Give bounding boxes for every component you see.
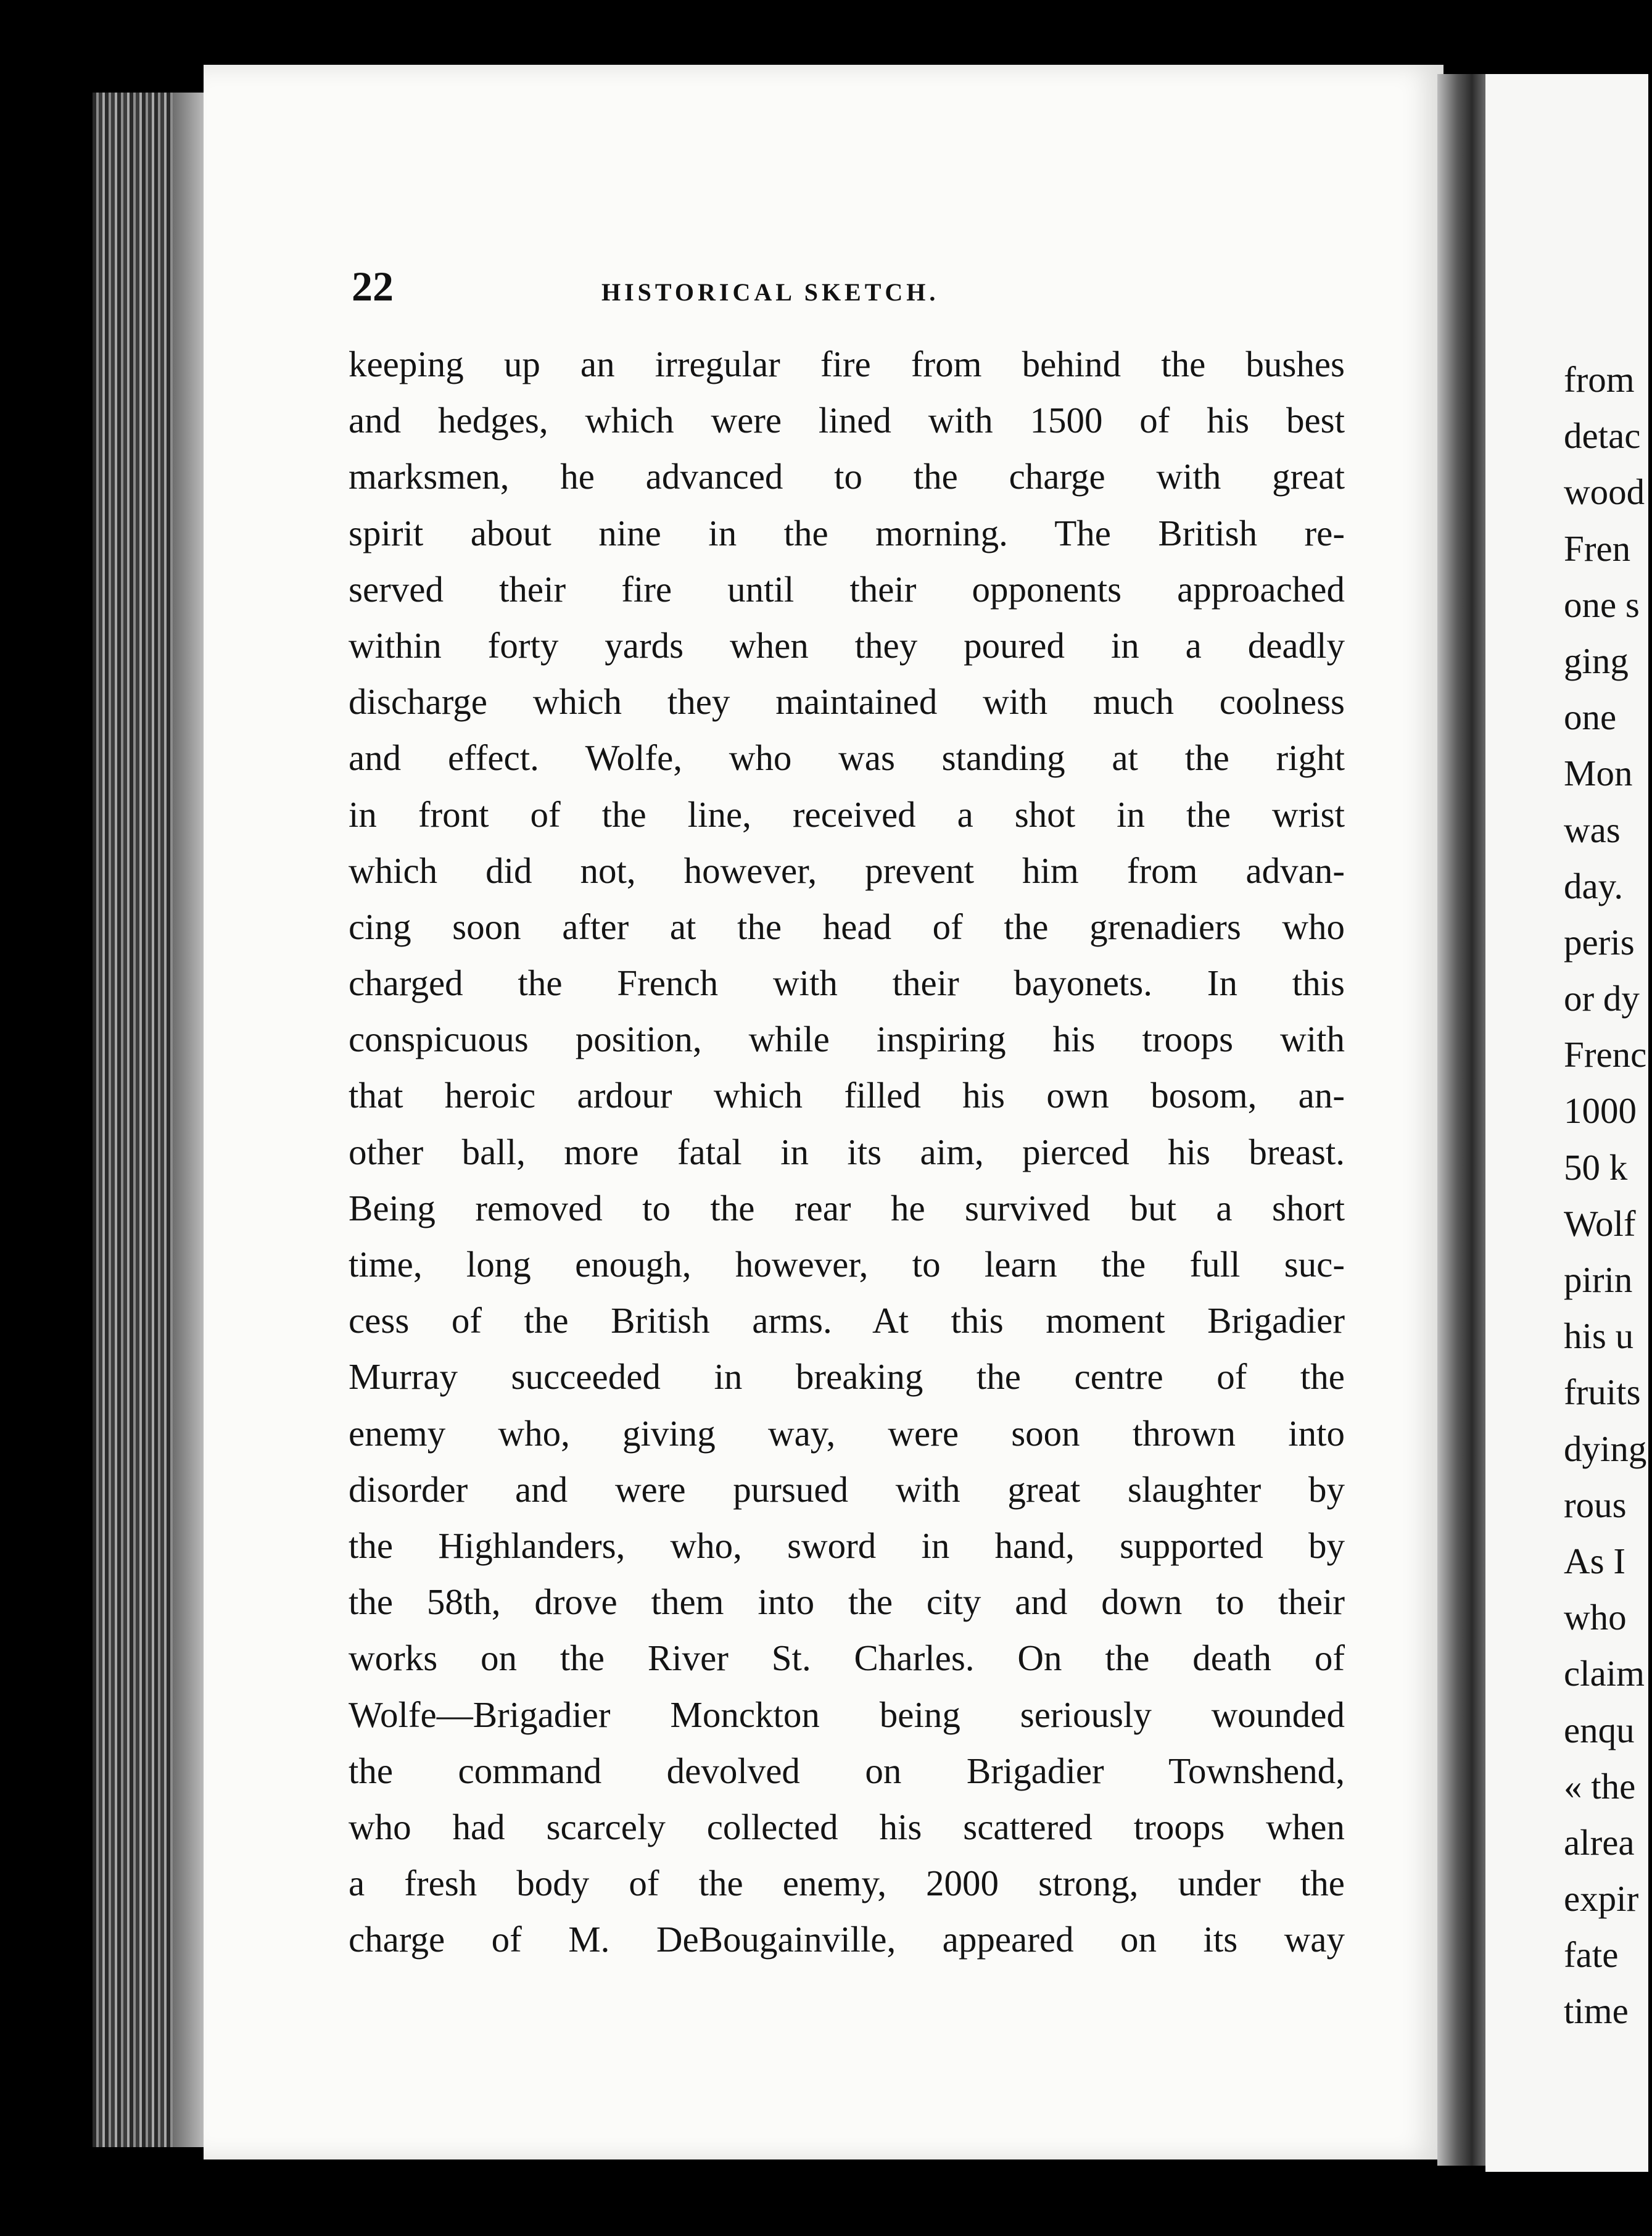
text-line: the command devolved on Brigadier Townshend, bbox=[349, 1750, 1345, 1791]
facing-line: alrea bbox=[1564, 1821, 1635, 1863]
facing-line: day. bbox=[1564, 865, 1624, 906]
facing-line: detac bbox=[1564, 415, 1641, 457]
facing-line: rous bbox=[1564, 1484, 1627, 1525]
text-line: which did not, however, prevent him from advan- bbox=[349, 850, 1345, 891]
facing-line: one s bbox=[1564, 584, 1640, 625]
text-line: charged the French with their bayonets. In this bbox=[349, 963, 1345, 1004]
body-text bbox=[349, 336, 1345, 1968]
text-line: served their fire until their opponents approached bbox=[349, 568, 1345, 610]
running-title: HISTORICAL SKETCH. bbox=[601, 278, 940, 306]
text-line: that heroic ardour which filled his own bosom, an- bbox=[349, 1075, 1345, 1116]
text-line: spirit about nine in the morning. The British re- bbox=[349, 512, 1345, 553]
facing-line: dying bbox=[1564, 1428, 1647, 1469]
facing-line: his u bbox=[1564, 1315, 1634, 1357]
page-stack-edges bbox=[93, 93, 210, 2147]
text-line: keeping up an irregular fire from behind the bushes bbox=[349, 344, 1345, 384]
text-line: within forty yards when they poured in a deadly bbox=[349, 624, 1345, 666]
text-line: Being removed to the rear he survived but a short bbox=[349, 1187, 1345, 1228]
facing-line: 50 k bbox=[1564, 1146, 1628, 1188]
text-line: disorder and were pursued with great slaughter by bbox=[349, 1468, 1345, 1510]
text-line: the Highlanders, who, sword in hand, supported by bbox=[349, 1525, 1345, 1566]
facing-line: fate bbox=[1564, 1934, 1619, 1976]
facing-line: Wolf bbox=[1564, 1203, 1636, 1244]
facing-line: claim bbox=[1564, 1653, 1645, 1694]
text-line: other ball, more fatal in its aim, pierced his breast. bbox=[349, 1131, 1345, 1172]
text-line: conspicuous position, while inspiring his troops with bbox=[349, 1019, 1345, 1060]
facing-line: was bbox=[1564, 809, 1621, 850]
text-line: Murray succeeded in breaking the centre of the bbox=[349, 1356, 1345, 1398]
text-line: a fresh body of the enemy, 2000 strong, under the bbox=[349, 1863, 1345, 1904]
facing-line: As I bbox=[1564, 1540, 1625, 1581]
page-number: 22 bbox=[352, 263, 394, 310]
text-line: cess of the British arms. At this moment Brigadier bbox=[349, 1300, 1345, 1341]
text-line: Wolfe—Brigadier Monckton being seriously wounded bbox=[349, 1694, 1345, 1735]
running-head bbox=[352, 262, 1080, 318]
facing-line: time bbox=[1564, 1990, 1629, 2032]
text-line: enemy who, giving way, were soon thrown into bbox=[349, 1412, 1345, 1454]
text-line: marksmen, he advanced to the charge with great bbox=[349, 456, 1345, 497]
text-line: in front of the line, received a shot in the wrist bbox=[349, 793, 1345, 835]
facing-line: wood bbox=[1564, 471, 1645, 513]
facing-line: from bbox=[1564, 359, 1635, 400]
facing-line: one bbox=[1564, 697, 1617, 738]
text-line: and hedges, which were lined with 1500 of his best bbox=[349, 400, 1345, 441]
facing-line: 1000 bbox=[1564, 1090, 1637, 1132]
facing-line: Fren bbox=[1564, 528, 1631, 569]
text-line: works on the River St. Charles. On the death of bbox=[349, 1638, 1345, 1679]
facing-page-text bbox=[1564, 352, 1652, 2040]
facing-line: fruits bbox=[1564, 1372, 1641, 1413]
facing-line: enqu bbox=[1564, 1709, 1635, 1750]
facing-line: ging bbox=[1564, 640, 1629, 681]
text-line: time, long enough, however, to learn the full suc- bbox=[349, 1244, 1345, 1285]
text-line: the 58th, drove them into the city and down to their bbox=[349, 1581, 1345, 1623]
facing-line: or dy bbox=[1564, 978, 1640, 1019]
book-gutter bbox=[1437, 74, 1487, 2166]
facing-line: Mon bbox=[1564, 753, 1633, 794]
scan-edge bbox=[1648, 0, 1652, 2236]
text-line: who had scarcely collected his scattered troops when bbox=[349, 1806, 1345, 1847]
facing-line: expir bbox=[1564, 1878, 1639, 1919]
facing-line: peris bbox=[1564, 921, 1635, 963]
text-line: discharge which they maintained with much coolness bbox=[349, 681, 1345, 723]
text-line: and effect. Wolfe, who was standing at the right bbox=[349, 737, 1345, 779]
text-line: cing soon after at the head of the grenadiers who bbox=[349, 906, 1345, 947]
facing-line: who bbox=[1564, 1597, 1627, 1638]
facing-line: pirin bbox=[1564, 1259, 1633, 1300]
facing-line: Frenc bbox=[1564, 1034, 1647, 1075]
facing-line: « the bbox=[1564, 1765, 1636, 1807]
text-line: charge of M. DeBougainville, appeared on its way bbox=[349, 1919, 1345, 1960]
